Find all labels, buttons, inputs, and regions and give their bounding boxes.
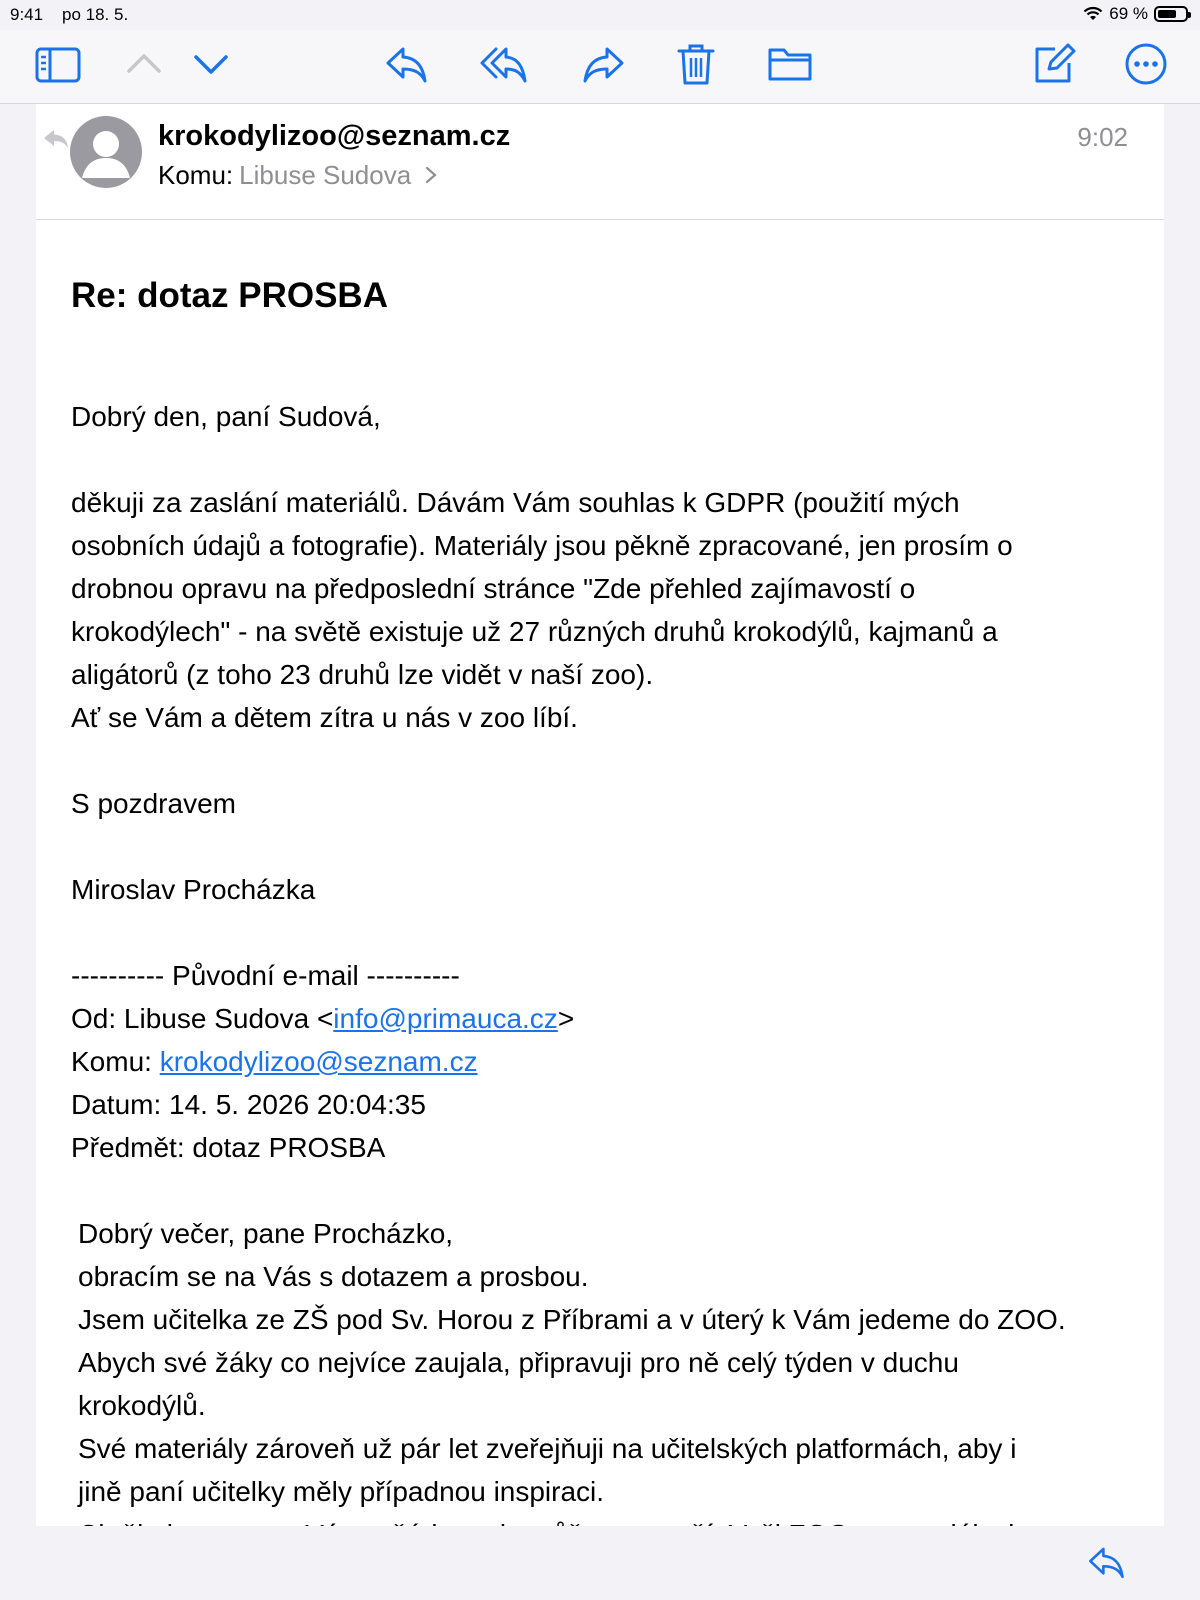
original-line: jině paní učitelky měly případnou inspiraci. — [78, 1476, 605, 1507]
chevron-right-icon — [424, 165, 438, 185]
compose-button[interactable] — [1030, 40, 1078, 88]
message-time: 9:02 — [1077, 122, 1128, 152]
message-view — [36, 104, 1164, 1526]
avatar[interactable] — [70, 116, 142, 188]
signature: Miroslav Procházka — [71, 874, 316, 905]
original-line: Dobrý večer, pane Procházko, — [78, 1218, 454, 1249]
to-label: Komu: — [158, 160, 234, 190]
recipient-line[interactable] — [158, 160, 438, 191]
body-line: krokodýlech" - na světě existuje už 27 různých druhů krokodýlů, kajmanů a — [71, 616, 998, 647]
original-message-header: ---------- Původní e-mail ---------- — [71, 960, 460, 991]
person-icon — [70, 116, 142, 188]
body-line: aligátorů (z toho 23 druhů lze vidět v naší zoo). — [71, 659, 654, 690]
forward-button[interactable] — [580, 40, 628, 88]
original-from-line: Od: Libuse Sudova <info@primauca.cz> — [71, 1003, 575, 1034]
body-line: Ať se Vám a dětem zítra u nás v zoo líbí. — [71, 702, 578, 733]
original-line: Jsem učitelka ze ZŠ pod Sv. Horou z Příbrami a v úterý k Vám jedeme do ZOO. — [78, 1304, 1066, 1335]
message-header — [36, 104, 1164, 220]
delete-button[interactable] — [672, 40, 720, 88]
original-line: krokodýlů. — [78, 1390, 206, 1421]
reply-button[interactable] — [382, 40, 430, 88]
trash-icon — [673, 41, 719, 87]
recipient-name[interactable]: Libuse Sudova — [239, 160, 412, 190]
original-line: Své materiály zároveň už pár let zveřejňuji na učitelských platformách, aby i — [78, 1433, 1017, 1464]
folder-icon — [767, 41, 813, 87]
quick-reply-button[interactable] — [1086, 1542, 1126, 1582]
greeting: Dobrý den, paní Sudová, — [71, 401, 381, 432]
reply-all-icon — [481, 41, 527, 87]
more-button[interactable] — [1122, 40, 1170, 88]
replied-indicator-icon — [41, 124, 71, 154]
reply-all-button[interactable] — [480, 40, 528, 88]
status-right — [1083, 4, 1188, 24]
original-line: obracím se na Vás s dotazem a prosbou. — [78, 1261, 589, 1292]
original-line: Abych své žáky co nejvíce zaujala, připravuji pro ně celý týden v duchu — [78, 1347, 959, 1378]
toolbar — [0, 30, 1200, 104]
forward-icon — [581, 41, 627, 87]
next-message-button[interactable] — [187, 40, 235, 88]
body-line: drobnou opravu na předposlední stránce "Zde přehled zajímavostí o — [71, 573, 916, 604]
battery-level — [1158, 10, 1176, 18]
original-message-body — [78, 1212, 1131, 1556]
status-bar — [0, 0, 1200, 30]
closing: S pozdravem — [71, 788, 236, 819]
from-email-link[interactable]: info@primauca.cz — [333, 1003, 558, 1034]
sender-address[interactable]: krokodylizoo@seznam.cz — [158, 120, 511, 152]
sidebar-icon — [35, 41, 81, 87]
original-subject-line: Předmět: dotaz PROSBA — [71, 1132, 386, 1163]
reply-icon — [383, 41, 429, 87]
original-to-line: Komu: krokodylizoo@seznam.cz — [71, 1046, 478, 1077]
status-time: 9:41 — [10, 5, 44, 24]
status-date: po 18. 5. — [62, 5, 129, 24]
sidebar-toggle-button[interactable] — [34, 40, 82, 88]
previous-message-button[interactable] — [120, 40, 168, 88]
original-date-line: Datum: 14. 5. 2026 20:04:35 — [71, 1089, 426, 1120]
wifi-icon — [1083, 6, 1103, 22]
body-line: děkuji za zaslání materiálů. Dávám Vám souhlas k GDPR (použití mých — [71, 487, 960, 518]
message-subject: Re: dotaz PROSBA — [71, 276, 388, 315]
bottom-bar — [0, 1526, 1200, 1600]
more-icon — [1123, 41, 1169, 87]
body-line: osobních údajů a fotografie). Materiály jsou pěkně zpracované, jen prosím o — [71, 530, 1013, 561]
chevron-down-icon — [188, 41, 234, 87]
battery-percent: 69 % — [1109, 4, 1148, 23]
battery-icon — [1154, 6, 1188, 22]
compose-icon — [1031, 41, 1077, 87]
reply-icon — [1086, 1542, 1126, 1582]
chevron-up-icon — [121, 41, 167, 87]
message-body — [71, 395, 1131, 1556]
move-to-folder-button[interactable] — [766, 40, 814, 88]
to-email-link[interactable]: krokodylizoo@seznam.cz — [159, 1046, 478, 1077]
